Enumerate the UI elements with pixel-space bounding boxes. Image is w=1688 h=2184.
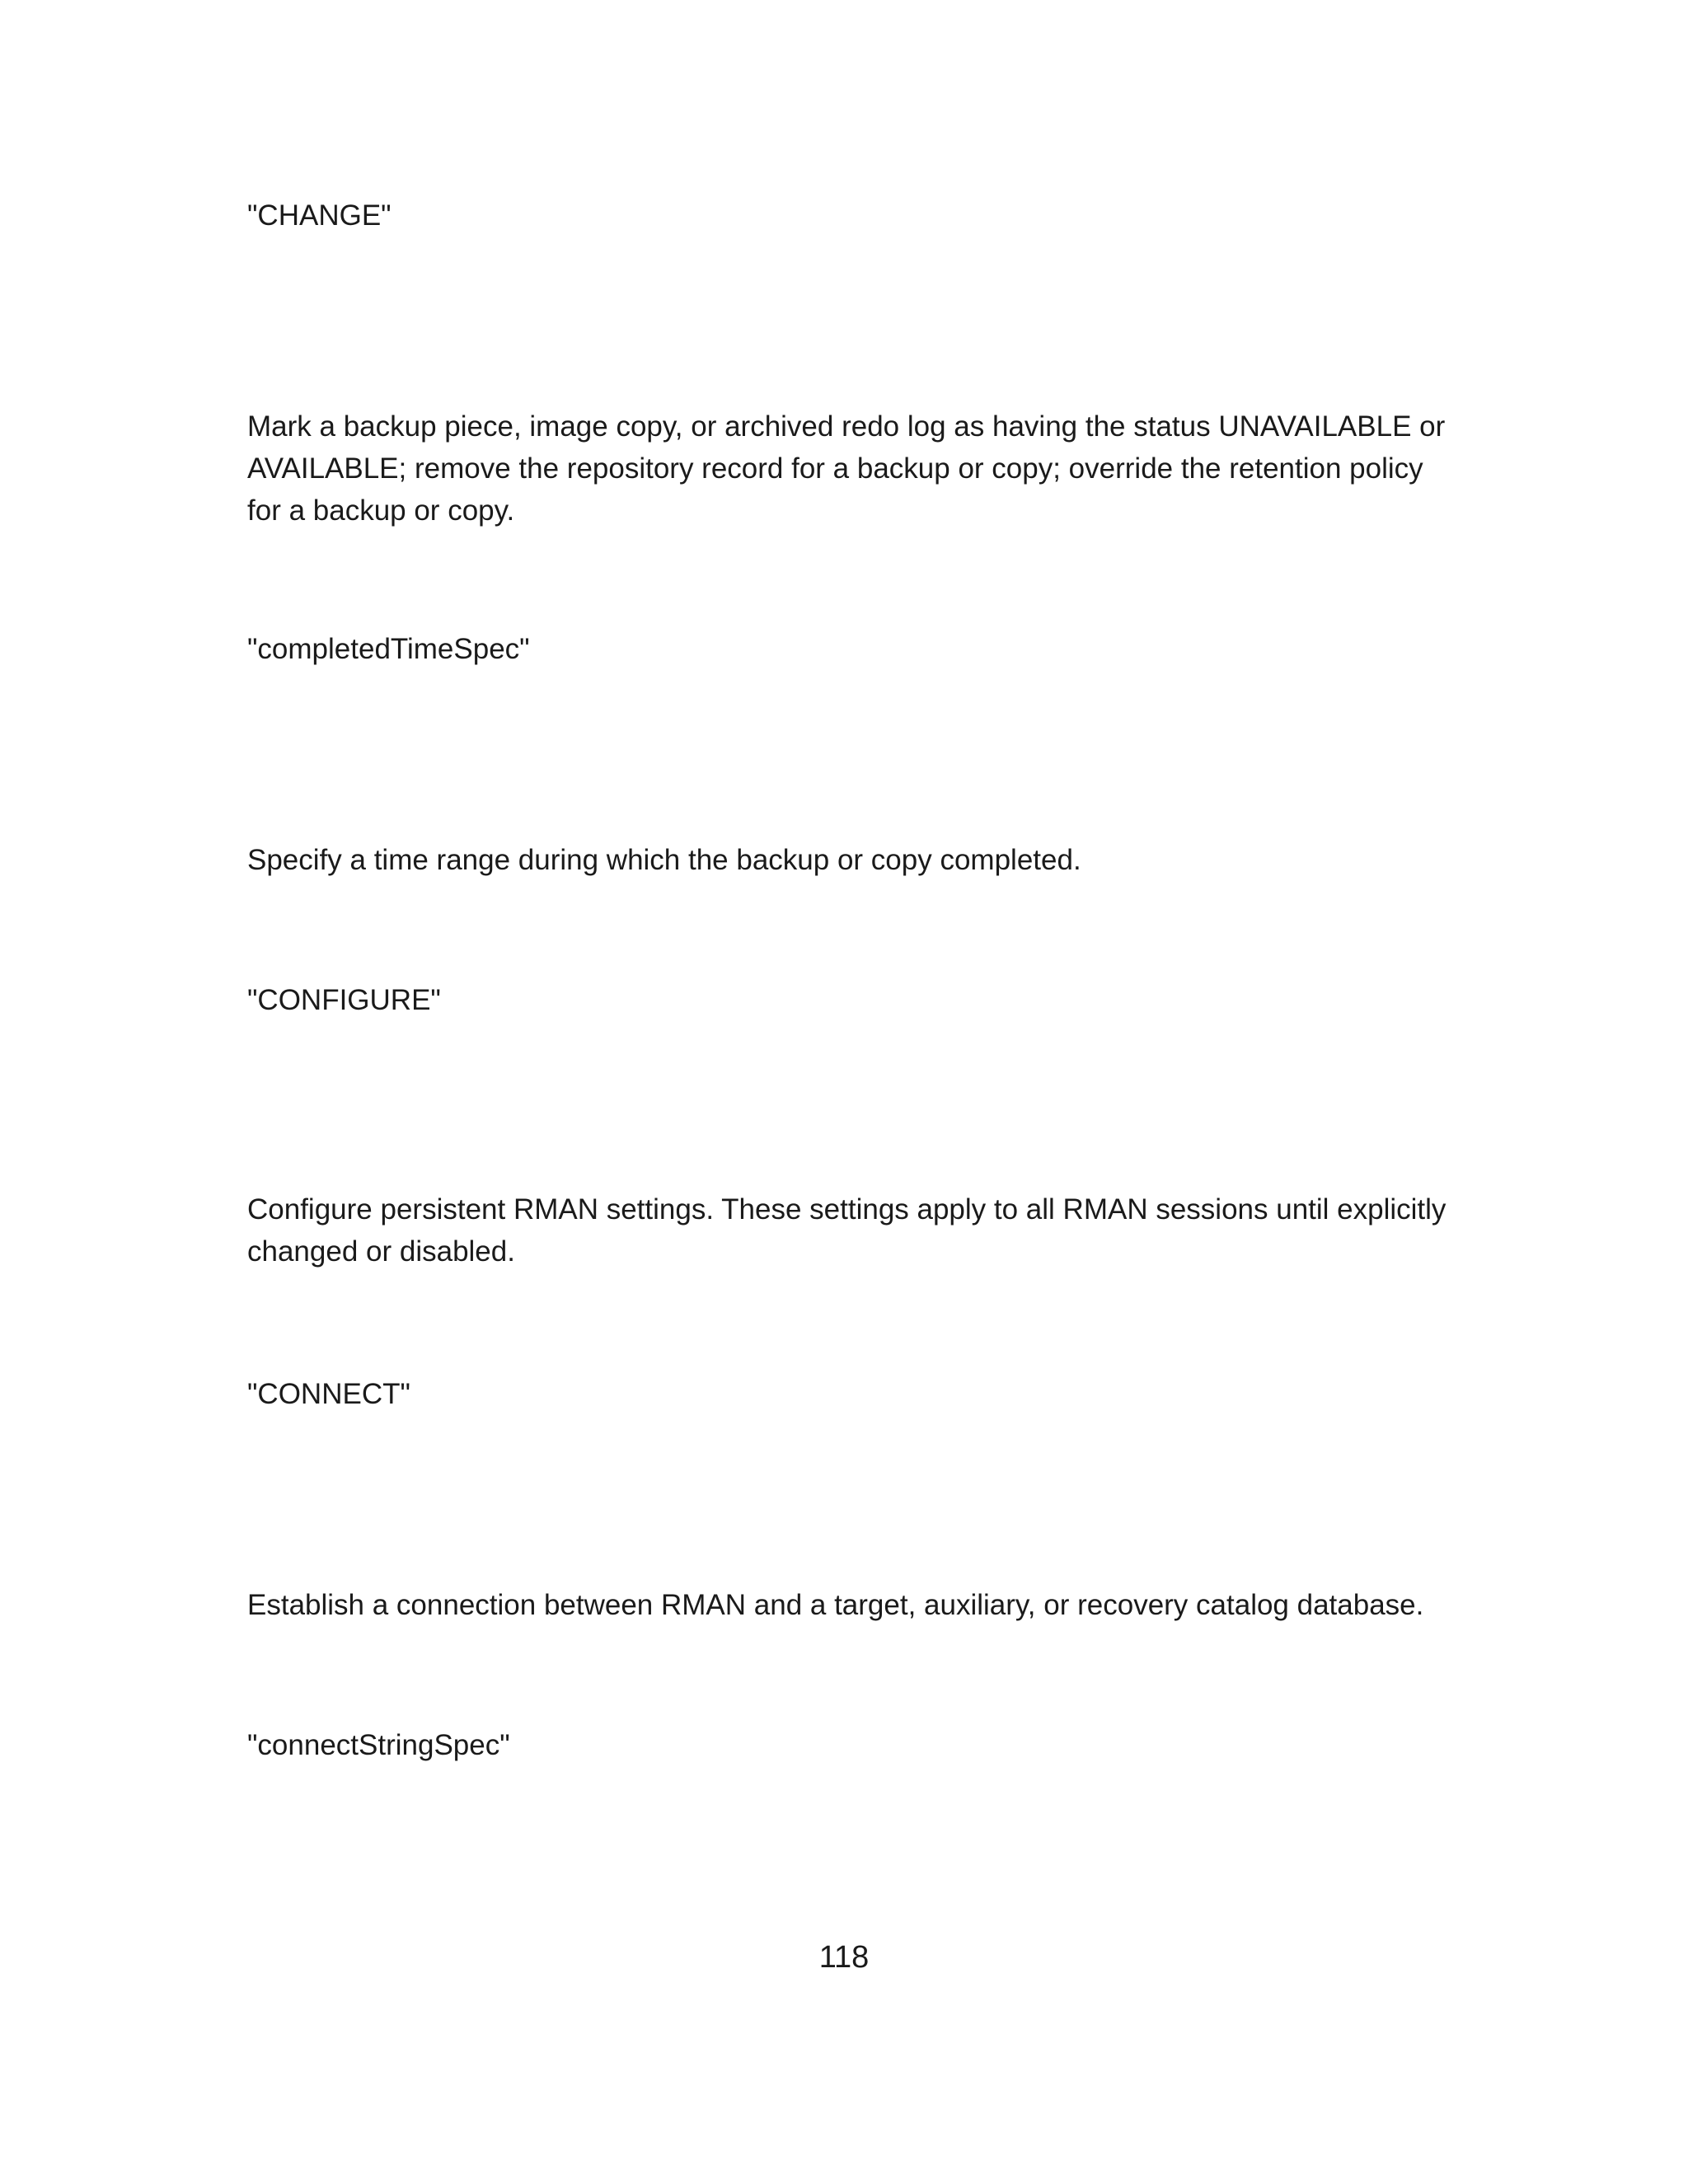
- description-completed-time-spec: Specify a time range during which the backup or copy completed.: [247, 844, 1081, 876]
- term-change: "CHANGE": [247, 199, 392, 232]
- term-connect-string-spec: "connectStringSpec": [247, 1729, 510, 1761]
- term-configure: "CONFIGURE": [247, 984, 441, 1016]
- term-connect: "CONNECT": [247, 1378, 410, 1410]
- description-connect: Establish a connection between RMAN and a target, auxiliary, or recovery catalog database.: [247, 1589, 1424, 1621]
- term-completed-time-spec: "completedTimeSpec": [247, 633, 530, 665]
- description-change: Mark a backup piece, image copy, or archived redo log as having the status UNAVAILABLE or AVAILABLE; remove the repository record for a backup or copy; override the retention policy for a backup or copy.: [247, 410, 1446, 527]
- page-number: 118: [818, 1940, 870, 1975]
- description-configure: Configure persistent RMAN settings. These settings apply to all RMAN sessions until explicitly changed or disabled.: [247, 1193, 1447, 1268]
